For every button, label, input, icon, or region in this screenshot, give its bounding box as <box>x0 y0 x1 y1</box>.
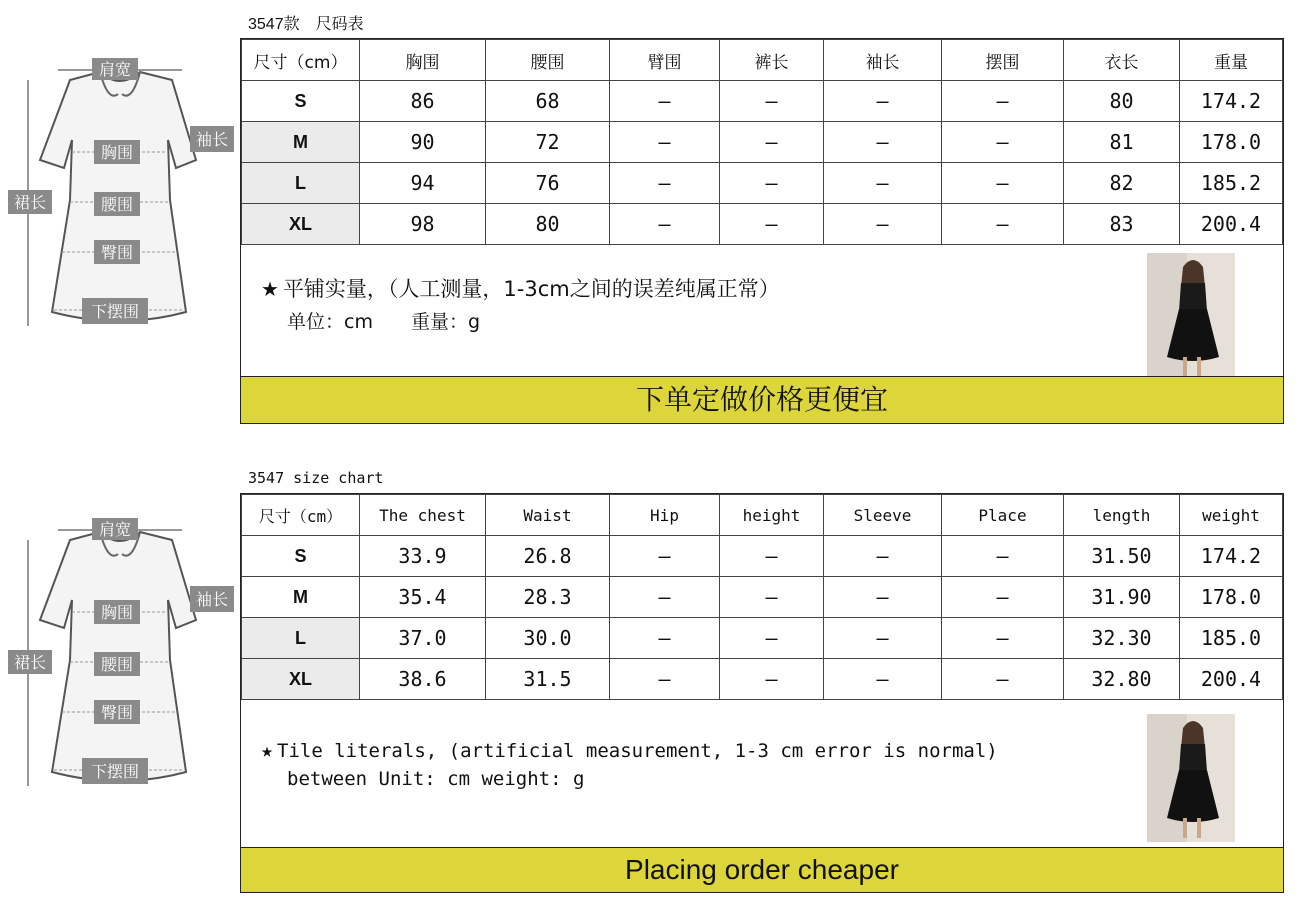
note-text-1: 平铺实量，（人工测量，1-3cm之间的误差纯属正常） <box>282 277 780 301</box>
size-cell: S <box>242 81 360 122</box>
diagram-label-hem: 下摆围 <box>90 762 140 781</box>
table-header-row <box>242 40 1283 81</box>
table-row <box>242 536 1283 577</box>
header-weight: weight <box>1180 495 1283 536</box>
dress-measurement-diagram <box>0 50 240 360</box>
header-sleeve: Sleeve <box>824 495 942 536</box>
diagram-label-length: 裙长 <box>13 193 47 212</box>
header-waist: Waist <box>486 495 610 536</box>
header-size: 尺寸（cm） <box>242 40 360 81</box>
header-size: 尺寸（cm） <box>242 495 360 536</box>
size-chart-english <box>0 460 1300 900</box>
size-cell: S <box>242 536 360 577</box>
size-cell: XL <box>242 204 360 245</box>
table-cell: — <box>610 536 720 577</box>
diagram-label-shoulder: 肩宽 <box>98 520 132 539</box>
header-chest: 胸围 <box>360 40 486 81</box>
header-waist: 腰围 <box>486 40 610 81</box>
table-cell: 80 <box>1064 81 1180 122</box>
header-weight: 重量 <box>1180 40 1283 81</box>
size-chart-chinese <box>0 0 1300 440</box>
table-row <box>242 81 1283 122</box>
table-cell: — <box>610 204 720 245</box>
table-cell: — <box>720 122 824 163</box>
table-cell: — <box>610 659 720 700</box>
table-cell: — <box>942 81 1064 122</box>
table-cell: 32.80 <box>1064 659 1180 700</box>
table-cell: 31.5 <box>486 659 610 700</box>
table-header-row <box>242 495 1283 536</box>
table-row <box>242 163 1283 204</box>
table-cell: — <box>610 81 720 122</box>
diagram-label-hip: 臀围 <box>100 243 134 262</box>
table-cell: 86 <box>360 81 486 122</box>
header-height: height <box>720 495 824 536</box>
table-cell: 31.90 <box>1064 577 1180 618</box>
diagram-label-hem: 下摆围 <box>90 302 140 321</box>
star-icon: ★ <box>261 738 274 762</box>
model-photo <box>1147 253 1235 381</box>
header-pants-length: 裤长 <box>720 40 824 81</box>
table-cell: — <box>942 659 1064 700</box>
header-hip: Hip <box>610 495 720 536</box>
diagram-label-chest: 胸围 <box>100 603 134 622</box>
diagram-label-sleeve: 袖长 <box>195 130 229 149</box>
table-cell: — <box>942 122 1064 163</box>
table-cell: — <box>942 577 1064 618</box>
table-cell: 31.50 <box>1064 536 1180 577</box>
table-cell: 178.0 <box>1180 122 1283 163</box>
size-table <box>241 39 1283 245</box>
table-cell: 200.4 <box>1180 204 1283 245</box>
table-row <box>242 618 1283 659</box>
table-cell: — <box>942 163 1064 204</box>
table-cell: — <box>942 618 1064 659</box>
table-cell: — <box>824 618 942 659</box>
table-cell: 94 <box>360 163 486 204</box>
diagram-label-sleeve: 袖长 <box>195 590 229 609</box>
table-cell: — <box>824 204 942 245</box>
size-table-frame <box>240 493 1284 893</box>
note-line-2: between Unit: cm weight: g <box>287 768 585 790</box>
table-cell: 178.0 <box>1180 577 1283 618</box>
size-table <box>241 494 1283 700</box>
table-cell: 35.4 <box>360 577 486 618</box>
table-cell: — <box>942 204 1064 245</box>
notes-area <box>241 700 1283 850</box>
table-row <box>242 122 1283 163</box>
table-cell: 68 <box>486 81 610 122</box>
table-cell: — <box>720 81 824 122</box>
table-cell: 32.30 <box>1064 618 1180 659</box>
table-cell: 81 <box>1064 122 1180 163</box>
table-cell: — <box>720 536 824 577</box>
table-cell: — <box>824 81 942 122</box>
table-cell: 174.2 <box>1180 81 1283 122</box>
star-icon: ★ <box>261 277 279 301</box>
table-cell: — <box>610 618 720 659</box>
notes-area <box>241 245 1283 383</box>
table-cell: — <box>720 577 824 618</box>
table-cell: 76 <box>486 163 610 204</box>
table-cell: — <box>720 163 824 204</box>
table-cell: — <box>824 659 942 700</box>
diagram-label-waist: 腰围 <box>100 655 134 674</box>
table-cell: 38.6 <box>360 659 486 700</box>
table-cell: 98 <box>360 204 486 245</box>
size-cell: XL <box>242 659 360 700</box>
table-cell: — <box>720 204 824 245</box>
chart-caption: 3547 size chart <box>248 469 384 487</box>
header-place: Place <box>942 495 1064 536</box>
dress-measurement-diagram <box>0 510 240 820</box>
table-cell: — <box>720 618 824 659</box>
table-cell: 200.4 <box>1180 659 1283 700</box>
table-cell: 185.0 <box>1180 618 1283 659</box>
table-cell: 37.0 <box>360 618 486 659</box>
table-cell: 83 <box>1064 204 1180 245</box>
chart-caption: 3547款 尺码表 <box>248 16 364 33</box>
promo-banner: Placing order cheaper <box>241 847 1283 892</box>
table-cell: 72 <box>486 122 610 163</box>
note-line-1 <box>261 273 780 303</box>
size-table-frame <box>240 38 1284 424</box>
size-cell: L <box>242 163 360 204</box>
diagram-label-length: 裙长 <box>13 653 47 672</box>
header-hem: 摆围 <box>942 40 1064 81</box>
table-cell: 82 <box>1064 163 1180 204</box>
diagram-label-waist: 腰围 <box>100 195 134 214</box>
promo-banner: 下单定做价格更便宜 <box>241 376 1283 423</box>
table-cell: — <box>610 122 720 163</box>
header-chest: The chest <box>360 495 486 536</box>
table-row <box>242 577 1283 618</box>
table-cell: 28.3 <box>486 577 610 618</box>
note-text-1: Tile literals, (artificial measurement, 1-3 cm error is normal) <box>277 740 998 762</box>
table-row <box>242 204 1283 245</box>
header-arm: 臂围 <box>610 40 720 81</box>
table-cell: — <box>610 163 720 204</box>
size-cell: L <box>242 618 360 659</box>
table-row <box>242 659 1283 700</box>
table-cell: — <box>720 659 824 700</box>
table-cell: — <box>824 577 942 618</box>
diagram-label-shoulder: 肩宽 <box>98 60 132 79</box>
table-cell: — <box>824 122 942 163</box>
note-line-1 <box>261 738 998 762</box>
diagram-label-hip: 臀围 <box>100 703 134 722</box>
model-photo <box>1147 714 1235 842</box>
size-cell: M <box>242 122 360 163</box>
table-cell: 26.8 <box>486 536 610 577</box>
table-cell: 33.9 <box>360 536 486 577</box>
table-cell: — <box>824 163 942 204</box>
table-cell: — <box>610 577 720 618</box>
table-cell: 90 <box>360 122 486 163</box>
table-cell: 174.2 <box>1180 536 1283 577</box>
note-line-2: 单位：cm 重量：g <box>287 311 481 333</box>
header-length: length <box>1064 495 1180 536</box>
table-cell: — <box>942 536 1064 577</box>
header-length: 衣长 <box>1064 40 1180 81</box>
table-cell: 80 <box>486 204 610 245</box>
table-cell: 185.2 <box>1180 163 1283 204</box>
table-cell: — <box>824 536 942 577</box>
table-cell: 30.0 <box>486 618 610 659</box>
size-cell: M <box>242 577 360 618</box>
header-sleeve: 袖长 <box>824 40 942 81</box>
diagram-label-chest: 胸围 <box>100 143 134 162</box>
